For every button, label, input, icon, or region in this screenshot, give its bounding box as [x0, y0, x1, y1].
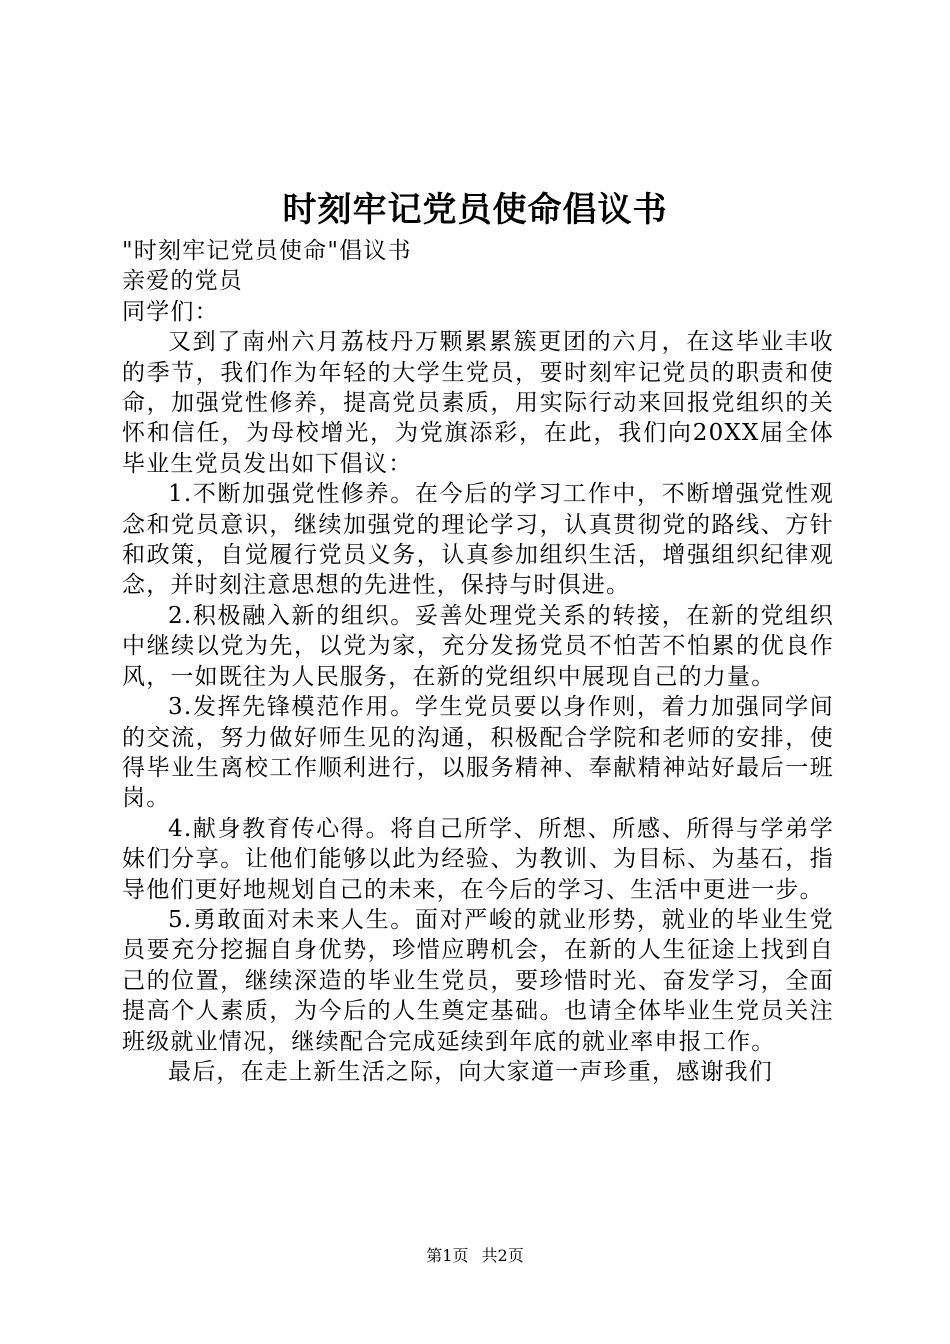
paragraph-intro: 又到了南州六月荔枝丹万颗累累簇更团的六月，在这毕业丰收的季节，我们作为年轻的大学生党员，要时刻牢记党员的职责和使命，加强党性修养，提高党员素质，用实际行动来回报党组织的关怀和信任，为母校增光，为党旗添彩，在此，我们向20XX届全体毕业生党员发出如下倡议： [122, 329, 834, 477]
paragraph-item-5: 5.勇敢面对未来人生。面对严峻的就业形势，就业的毕业生党员要充分挖掘自身优势，珍惜应聘机会，在新的人生征途上找到自己的位置，继续深造的毕业生党员，要珍惜时光、奋发学习，全面提高个人素质，为今后的人生奠定基础。也请全体毕业生党员关注班级就业情况，继续配合完成延续到年底的就业率申报工作。 [122, 906, 834, 1055]
salutation-line-2: 同学们： [122, 298, 219, 325]
paragraph-item-1: 1.不断加强党性修养。在今后的学习工作中，不断增强党性观念和党员意识，继续加强党的理论学习，认真贯彻党的路线、方针和政策，自觉履行党员义务，认真参加组织生活，增强组织纪律观念，并时刻注意思想的先进性，保持与时俱进。 [122, 481, 834, 599]
page-number-current: 第1页 [426, 1246, 469, 1265]
paragraph-closing: 最后，在走上新生活之际，向大家道一声珍重，感谢我们 [168, 1058, 773, 1085]
page-footer [0, 1245, 950, 1267]
document-subtitle: "时刻牢记党员使命"倡议书 [122, 238, 412, 264]
document-body [122, 236, 834, 1087]
paragraph-item-3: 3.发挥先锋模范作用。学生党员要以身作则，着力加强同学间的交流，努力做好师生见的沟通，积极配合学院和老师的安排，使得毕业生离校工作顺利进行，以服务精神、奉献精神站好最后一班岗。 [122, 694, 834, 812]
salutation-line-1: 亲爱的党员 [122, 268, 243, 295]
page-number-total: 共2页 [481, 1246, 524, 1265]
document-title: 时刻牢记党员使命倡议书 [282, 190, 668, 230]
paragraph-item-4: 4.献身教育传心得。将自己所学、所想、所感、所得与学弟学妹们分享。让他们能够以此为经验、为教训、为目标、为基石，指导他们更好地规划自己的未来，在今后的学习、生活中更进一步。 [122, 815, 834, 903]
paragraph-item-2: 2.积极融入新的组织。妥善处理党关系的转接，在新的党组织中继续以党为先，以党为家，充分发扬党员不怕苦不怕累的优良作风，一如既往为人民服务，在新的党组织中展现自己的力量。 [122, 602, 834, 690]
